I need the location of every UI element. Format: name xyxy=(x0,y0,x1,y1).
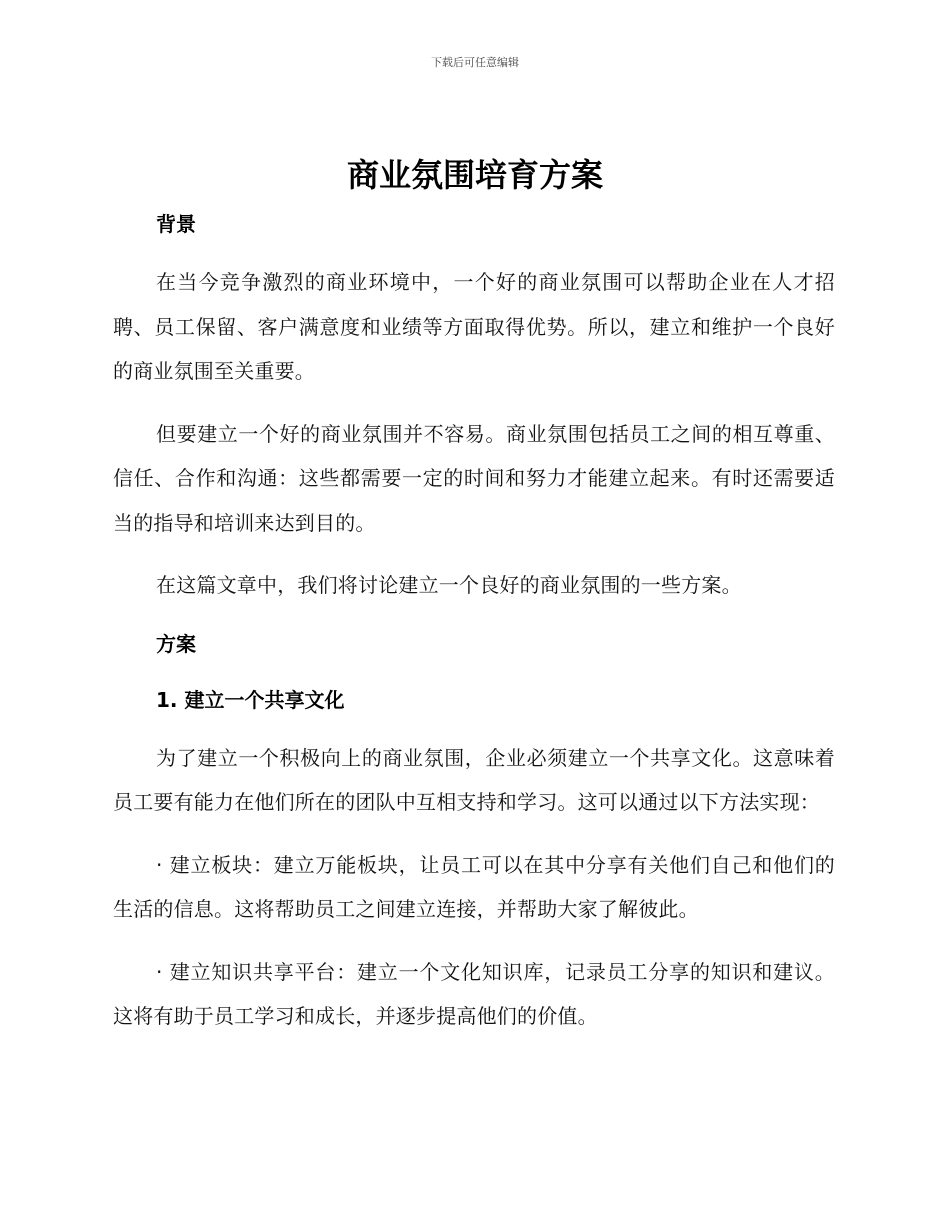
paragraph-1: 在当今竞争激烈的商业环境中，一个好的商业氛围可以帮助企业在人才招聘、员工保留、客户满意度和业绩等方面取得优势。所以，建立和维护一个良好的商业氛围至关重要。 xyxy=(113,270,835,383)
document-body xyxy=(113,204,835,1039)
paragraph-4: 为了建立一个积极向上的商业氛围，企业必须建立一个共享文化。这意味着员工要有能力在他们所在的团队中互相支持和学习。这可以通过以下方法实现： xyxy=(113,745,835,814)
section-heading-background: 背景 xyxy=(156,212,196,236)
paragraph-3: 在这篇文章中，我们将讨论建立一个良好的商业氛围的一些方案。 xyxy=(156,573,742,597)
document-title: 商业氛围培育方案 xyxy=(346,156,603,194)
bullet-item-2: · 建立知识共享平台：建立一个文化知识库，记录员工分享的知识和建议。这将有助于员工学习和成长，并逐步提高他们的价值。 xyxy=(113,959,835,1028)
section-heading-plan: 方案 xyxy=(156,631,196,656)
header-note: 下载后可任意编辑 xyxy=(431,56,519,69)
paragraph-2: 但要建立一个好的商业氛围并不容易。商业氛围包括员工之间的相互尊重、信任、合作和沟通：这些都需要一定的时间和努力才能建立起来。有时还需要适当的指导和培训来达到目的。 xyxy=(113,421,835,535)
sub-heading-item-1: 1. 建立一个共享文化 xyxy=(156,687,345,712)
bullet-item-1: · 建立板块：建立万能板块，让员工可以在其中分享有关他们自己和他们的生活的信息。这将帮助员工之间建立连接，并帮助大家了解彼此。 xyxy=(113,852,835,921)
